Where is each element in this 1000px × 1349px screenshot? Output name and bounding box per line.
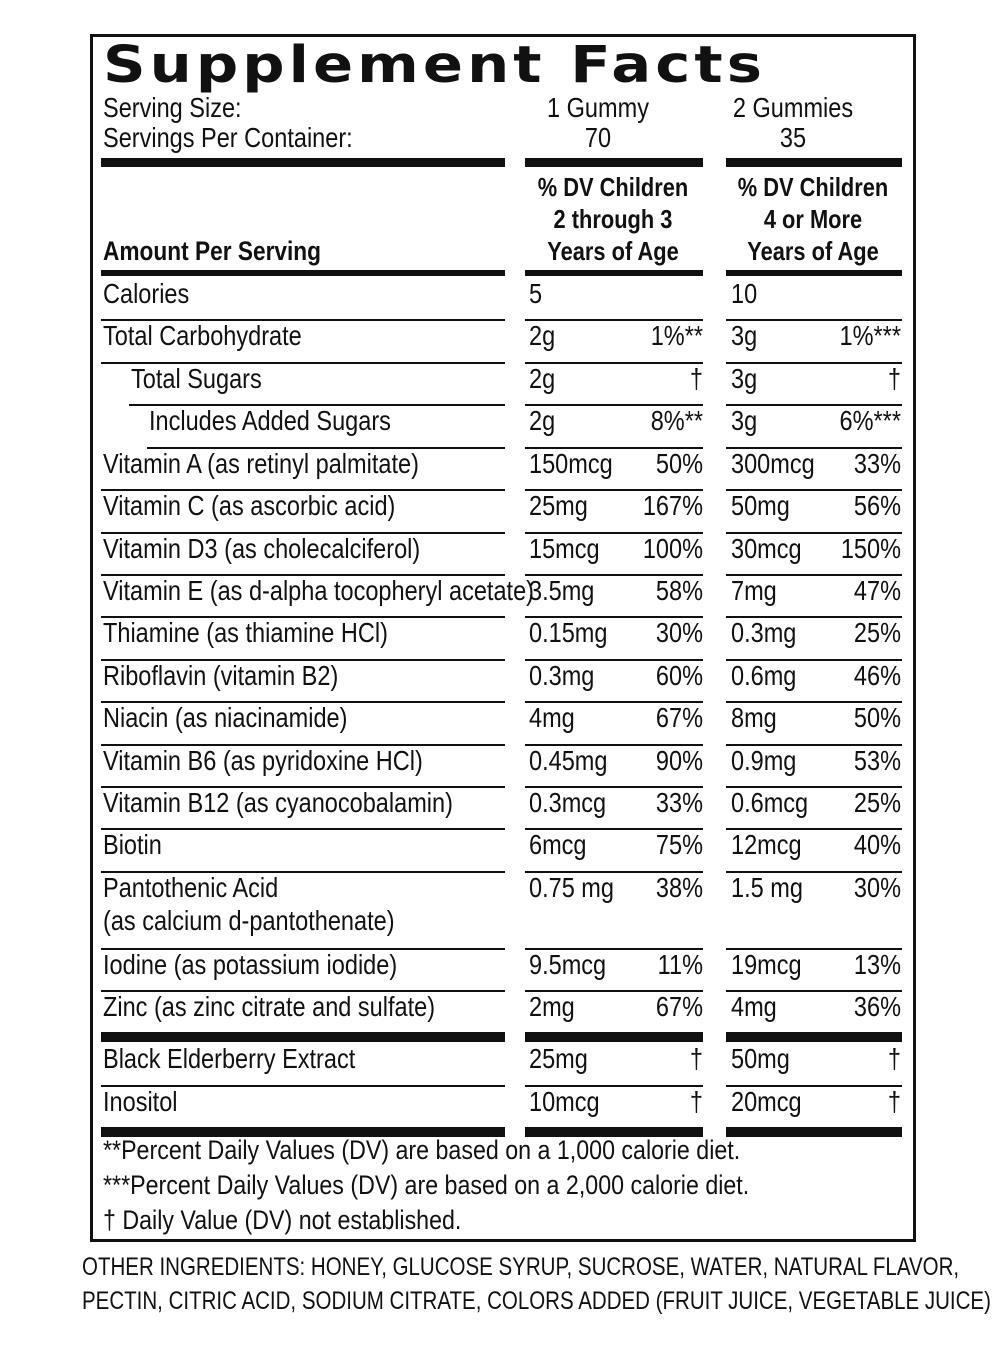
amount-children-4-plus: 7mg (731, 575, 777, 606)
thick-rule (525, 158, 703, 167)
amount-children-4-plus: 300mcg (731, 448, 815, 479)
medium-rule (101, 270, 505, 276)
amount-children-2-3: 3.5mg (529, 575, 595, 606)
amount-children-4-plus: 3g (731, 405, 758, 436)
nutrient-name: Iodine (as potassium iodide) (103, 949, 398, 980)
dv-children-4-plus: † (887, 363, 901, 394)
nutrient-name: Vitamin B12 (as cyanocobalamin) (103, 787, 453, 818)
amount-children-4-plus: 10 (731, 278, 758, 309)
amount-children-2-3: 10mcg (529, 1086, 600, 1117)
servings-child: 70 (584, 122, 612, 153)
amount-children-2-3: 0.45mg (529, 745, 608, 776)
medium-rule (525, 270, 703, 276)
supplement-facts-panel (90, 34, 916, 1242)
nutrient-name: Includes Added Sugars (149, 405, 391, 436)
amount-children-2-3: 15mcg (529, 533, 600, 564)
dv-children-2-3: 75% (655, 829, 703, 860)
amount-children-2-3: 0.75 mg (529, 872, 614, 903)
nutrient-name: Vitamin E (as d-alpha tocopheryl acetate) (103, 575, 534, 606)
dv-children-2-3: 90% (655, 745, 703, 776)
amount-children-4-plus: 12mcg (731, 829, 802, 860)
dv-children-4-plus: 56% (853, 490, 901, 521)
serving-size-adult: 2 Gummies (732, 92, 854, 123)
nutrient-name: Pantothenic Acid (103, 872, 279, 903)
dv-children-4-plus: 36% (853, 991, 901, 1022)
dv-children-2-3: 30% (655, 617, 703, 648)
footnote-1000-calorie: **Percent Daily Values (DV) are based on a 1,000 calorie diet. (103, 1135, 741, 1165)
amount-children-2-3: 2g (529, 320, 556, 351)
amount-children-2-3: 4mg (529, 702, 575, 733)
amount-children-2-3: 2g (529, 363, 556, 394)
amount-children-2-3: 5 (529, 278, 543, 309)
dv-children-2-3: 8%** (650, 405, 703, 436)
nutrient-name-detail: (as calcium d-pantothenate) (103, 905, 395, 936)
medium-rule (726, 270, 902, 276)
dv-children-4-plus: 53% (853, 745, 901, 776)
amount-children-2-3: 0.3mcg (529, 787, 607, 818)
dv-children-2-3: 50% (655, 448, 703, 479)
nutrient-name: Total Sugars (131, 363, 262, 394)
dv-children-4-plus: 25% (853, 617, 901, 648)
other-ingredients-line-2: PECTIN, CITRIC ACID, SODIUM CITRATE, COLORS ADDED (FRUIT JUICE, VEGETABLE JUICE) (82, 1287, 991, 1315)
dv-children-2-3: 67% (655, 702, 703, 733)
amount-children-4-plus: 3g (731, 320, 758, 351)
row-divider (726, 1127, 902, 1137)
nutrient-name: Niacin (as niacinamide) (103, 702, 348, 733)
amount-children-4-plus: 3g (731, 363, 758, 394)
amount-children-4-plus: 0.6mg (731, 660, 797, 691)
amount-children-4-plus: 0.6mcg (731, 787, 809, 818)
column-header-children-4-plus: % DV Children 4 or More Years of Age (737, 172, 889, 266)
amount-children-4-plus: 19mcg (731, 949, 802, 980)
dv-children-4-plus: 1%*** (839, 320, 901, 351)
dv-children-2-3: 100% (642, 533, 703, 564)
dv-children-4-plus: 25% (853, 787, 901, 818)
nutrient-name: Zinc (as zinc citrate and sulfate) (103, 991, 436, 1022)
amount-children-4-plus: 30mcg (731, 533, 802, 564)
dv-children-2-3: 1%** (650, 320, 703, 351)
footnote-2000-calorie: ***Percent Daily Values (DV) are based on a 2,000 calorie diet. (103, 1170, 750, 1200)
nutrient-name: Biotin (103, 829, 162, 860)
dv-children-2-3: † (689, 363, 703, 394)
nutrient-name: Vitamin C (as ascorbic acid) (103, 490, 396, 521)
amount-children-2-3: 0.15mg (529, 617, 608, 648)
dv-children-2-3: 60% (655, 660, 703, 691)
dv-children-4-plus: 50% (853, 702, 901, 733)
dv-children-2-3: 33% (655, 787, 703, 818)
nutrient-name: Vitamin B6 (as pyridoxine HCl) (103, 745, 423, 776)
dv-children-2-3: 58% (655, 575, 703, 606)
amount-children-4-plus: 0.3mg (731, 617, 797, 648)
dv-children-2-3: 67% (655, 991, 703, 1022)
dv-children-2-3: 38% (655, 872, 703, 903)
thick-rule (726, 158, 902, 167)
amount-children-4-plus: 20mcg (731, 1086, 802, 1117)
row-divider (101, 1032, 505, 1042)
amount-children-2-3: 2g (529, 405, 556, 436)
dv-children-4-plus: 150% (840, 533, 901, 564)
row-divider (525, 1032, 703, 1042)
nutrient-name: Riboflavin (vitamin B2) (103, 660, 339, 691)
nutrient-name: Vitamin D3 (as cholecalciferol) (103, 533, 421, 564)
dv-children-4-plus: 30% (853, 872, 901, 903)
dv-children-2-3: 167% (642, 490, 703, 521)
amount-children-4-plus: 4mg (731, 991, 777, 1022)
amount-children-4-plus: 0.9mg (731, 745, 797, 776)
amount-children-2-3: 6mcg (529, 829, 587, 860)
amount-children-2-3: 2mg (529, 991, 575, 1022)
dv-children-4-plus: 33% (853, 448, 901, 479)
dv-children-4-plus: 6%*** (839, 405, 901, 436)
nutrient-name: Thiamine (as thiamine HCl) (103, 617, 388, 648)
dv-children-4-plus: 47% (853, 575, 901, 606)
amount-children-2-3: 150mcg (529, 448, 613, 479)
amount-children-2-3: 25mg (529, 490, 588, 521)
amount-children-4-plus: 50mg (731, 1043, 790, 1074)
nutrient-name: Black Elderberry Extract (103, 1043, 356, 1074)
amount-children-4-plus: 8mg (731, 702, 777, 733)
dv-children-2-3: 11% (657, 949, 703, 980)
footnote-dv-not-established: † Daily Value (DV) not established. (103, 1205, 462, 1235)
amount-children-2-3: 25mg (529, 1043, 588, 1074)
dv-children-2-3: † (689, 1086, 703, 1117)
dv-children-4-plus: 13% (853, 949, 901, 980)
dv-children-4-plus: † (887, 1086, 901, 1117)
thick-rule (101, 158, 505, 167)
nutrient-name: Inositol (103, 1086, 178, 1117)
dv-children-4-plus: 46% (853, 660, 901, 691)
column-header-children-2-3: % DV Children 2 through 3 Years of Age (537, 172, 689, 266)
servings-per-container-label: Servings Per Container: (103, 122, 353, 153)
amount-per-serving-heading: Amount Per Serving (103, 236, 322, 266)
other-ingredients-line-1: OTHER INGREDIENTS: HONEY, GLUCOSE SYRUP, SUCROSE, WATER, NATURAL FLAVOR, (82, 1253, 960, 1281)
amount-children-4-plus: 50mg (731, 490, 790, 521)
dv-children-4-plus: † (887, 1043, 901, 1074)
serving-size-child: 1 Gummy (547, 92, 649, 123)
amount-children-2-3: 0.3mg (529, 660, 595, 691)
dv-children-4-plus: 40% (853, 829, 901, 860)
nutrient-name: Calories (103, 278, 190, 309)
dv-children-2-3: † (689, 1043, 703, 1074)
nutrient-name: Total Carbohydrate (103, 320, 302, 351)
servings-adult: 35 (779, 122, 807, 153)
serving-size-label: Serving Size: (103, 92, 242, 123)
nutrient-name: Vitamin A (as retinyl palmitate) (103, 448, 419, 479)
amount-children-2-3: 9.5mcg (529, 949, 607, 980)
panel-title: Supplement Facts (103, 36, 766, 95)
amount-children-4-plus: 1.5 mg (731, 872, 803, 903)
row-divider (726, 1032, 902, 1042)
